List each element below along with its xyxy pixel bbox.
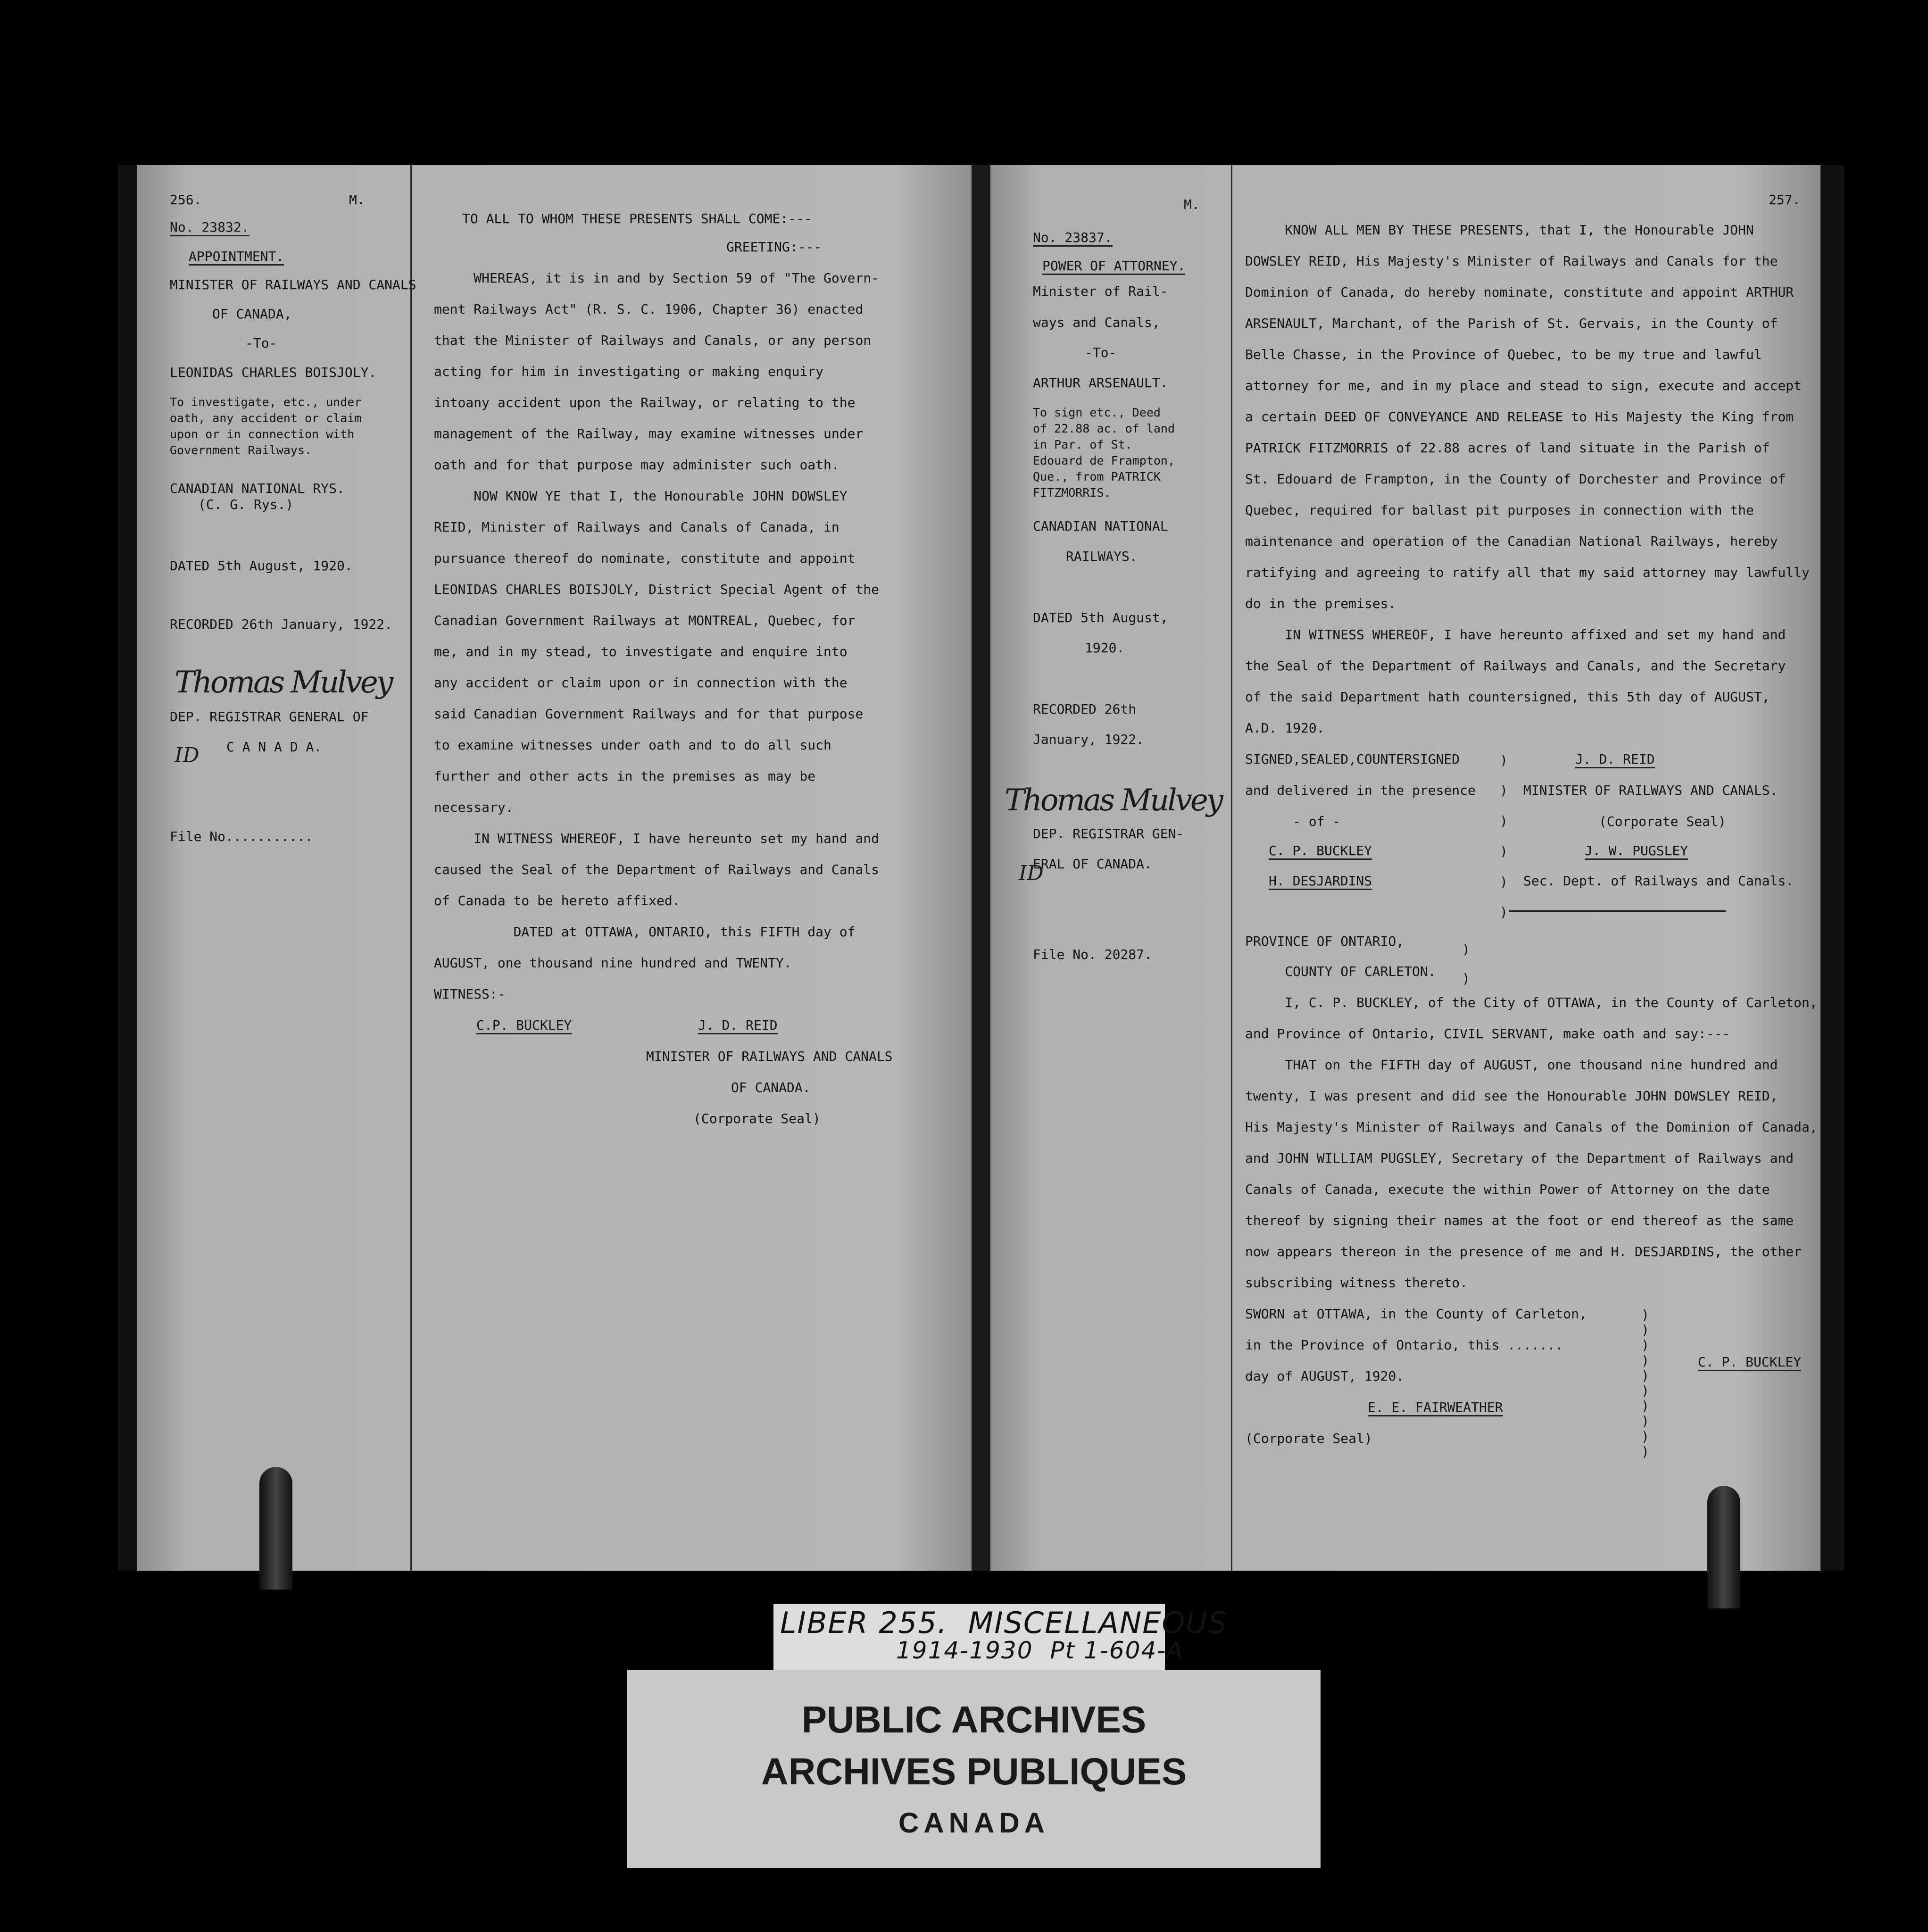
bracket-province: ) ) [1462,941,1470,986]
entry-type: POWER OF ATTORNEY. [1042,259,1185,275]
archives-stamp [627,1670,1321,1868]
margin-from-2: ways and Canals, [1033,315,1160,330]
margin-purpose-2: of 22.88 ac. of land [1033,422,1175,435]
volume-label [773,1604,1228,1670]
body-line-5: Belle Chasse, in the Province of Quebec, to be my true and lawful [1245,347,1762,362]
sworn-line-2: in the Province of Ontario, this ....... [1245,1337,1563,1353]
witness-2: H. DESJARDINS [1269,874,1372,890]
header-mark: M. [349,192,365,208]
body-line-11: maintenance and operation of the Canadian National Railways, hereby [1245,533,1778,549]
signer-title: MINISTER OF RAILWAYS AND CANALS. [1523,783,1778,798]
affidavit-line-3: THAT on the FIFTH day of AUGUST, one thousand nine hundred and [1245,1057,1778,1073]
margin-registrar-line1: DEP. REGISTRAR GENERAL OF [170,709,369,724]
body-line-2: DOWSLEY REID, His Majesty's Minister of Railways and Canals for the [1245,253,1778,269]
body-line-15: the Seal of the Department of Railways and Canals, and the Secretary [1245,658,1786,674]
body-line-8: PATRICK FITZMORRIS of 22.88 acres of land situate in the Parish of [1245,440,1770,456]
witness-name: C.P. BUCKLEY [476,1019,572,1034]
body-line-16: of the said Department hath countersigned, this 5th day of AUGUST, [1245,689,1770,705]
margin-railway-line1: CANADIAN NATIONAL [1033,518,1168,534]
body-line-4: ARSENAULT, Marchant, of the Parish of St. Gervais, in the County of [1245,316,1778,331]
body-line-3: that the Minister of Railways and Canals, or any person [434,333,872,348]
signer-title-2: OF CANADA. [731,1080,811,1095]
body-line-17: further and other acts in the premises as may be [434,768,816,784]
signer-seal: (Corporate Seal) [1599,814,1726,829]
signer-name: J. D. REID [698,1019,778,1034]
margin-purpose-1: To sign etc., Deed [1033,406,1161,419]
archives-line1: PUBLIC ARCHIVES [801,1699,1147,1740]
body-line-8: NOW KNOW YE that I, the Honourable JOHN DOWSLEY [434,488,848,504]
entry-type: APPOINTMENT. [189,250,284,266]
body-line-14: IN WITNESS WHEREOF, I have hereunto affixed and set my hand and [1245,627,1786,642]
body-line-20: caused the Seal of the Department of Railways and Canals [434,862,880,877]
body-line-9: REID, Minister of Railways and Canals of Canada, in [434,519,839,535]
signer-title-1: MINISTER OF RAILWAYS AND CANALS [646,1049,893,1064]
margin-registrar-2: ERAL OF CANADA. [1033,856,1152,872]
initial-mark: ID [1019,861,1044,885]
affidavit-line-8: thereof by signing their names at the foot or end thereof as the same [1245,1213,1794,1228]
body-line-1: KNOW ALL MEN BY THESE PRESENTS, that I, the Honourable JOHN [1245,222,1754,238]
margin-recorded: RECORDED 26th January, 1922. [170,616,393,632]
body-line-19: IN WITNESS WHEREOF, I have hereunto set my hand and [434,831,880,846]
margin-purpose-2: oath, any accident or claim [170,411,362,425]
margin-name: LEONIDAS CHARLES BOISJOLY. [170,365,377,380]
body-line-21: of Canada to be hereto affixed. [434,893,681,908]
greeting: GREETING:--- [726,239,822,255]
margin-rule [410,165,412,1571]
affidavit-line-2: and Province of Ontario, CIVIL SERVANT, make oath and say:--- [1245,1026,1730,1041]
county-line: COUNTY OF CARLETON. [1245,964,1436,979]
header-mark: M. [1184,197,1200,212]
province-line: PROVINCE OF ONTARIO, [1245,933,1404,949]
affidavit-line-4: twenty, I was present and did see the Honourable JOHN DOWSLEY REID, [1245,1088,1778,1104]
body-line-22: DATED at OTTAWA, ONTARIO, this FIFTH day of [434,924,856,940]
body-line-6: management of the Railway, may examine witnesses under [434,426,864,441]
margin-to: -To- [1085,345,1117,360]
sworn-line-3: day of AUGUST, 1920. [1245,1368,1404,1384]
body-line-16: to examine witnesses under oath and to do all such [434,737,831,753]
margin-purpose-3: in Par. of St. [1033,438,1132,451]
body-line-6: attorney for me, and in my place and stead to sign, execute and accept [1245,378,1802,393]
page-number: 257. [1769,192,1801,208]
registrar-signature: Thomas Mulvey [1005,783,1222,818]
affidavit-line-6: and JOHN WILLIAM PUGSLEY, Secretary of the Department of Railways and [1245,1150,1794,1166]
margin-recorded-1: RECORDED 26th [1033,701,1137,717]
body-line-23: AUGUST, one thousand nine hundred and TWENTY. [434,955,792,971]
body-line-5: intoany accident upon the Railway, or relating to the [434,395,856,410]
section-divider [1509,910,1726,912]
corporate-seal: (Corporate Seal) [693,1111,821,1126]
margin-from-line2: OF CANADA, [212,306,292,322]
file-number: File No. 20287. [1033,947,1152,962]
margin-railway-line2: RAILWAYS. [1066,549,1138,564]
signed-line-3: - of - [1245,814,1341,829]
margin-purpose-3: upon or in connection with [170,427,355,441]
affidavit-line-7: Canals of Canada, execute the within Power of Attorney on the date [1245,1182,1770,1197]
bracket-sworn: ) ) ) ) ) ) ) ) ) ) [1641,1307,1649,1459]
body-line-4: acting for him in investigating or making enquiry [434,364,824,379]
open-ledger-book [118,165,1844,1571]
margin-dated-1: DATED 5th August, [1033,610,1168,625]
right-page [990,165,1820,1571]
file-number: File No........... [170,829,313,844]
body-line-3: Dominion of Canada, do hereby nominate, constitute and appoint ARTHUR [1245,284,1794,300]
volume-label-line1: LIBER 255. MISCELLANEOUS [780,1606,1228,1640]
margin-to: -To- [245,335,277,351]
body-line-7: oath and for that purpose may administer such oath. [434,457,839,473]
margin-railway-line1: CANADIAN NATIONAL RYS. [170,481,345,496]
margin-recorded-2: January, 1922. [1033,732,1145,747]
commissioner-seal: (Corporate Seal) [1245,1431,1372,1446]
left-page [137,165,976,1571]
affidavit-line-1: I, C. P. BUCKLEY, of the City of OTTAWA, in the County of Carleton, [1245,995,1818,1010]
body-line-12: ratifying and agreeing to ratify all that my said attorney may lawfully [1245,565,1810,580]
page-holder-peg [1707,1486,1740,1608]
commissioner-name: E. E. FAIRWEATHER [1368,1401,1503,1416]
body-line-1: WHEREAS, it is in and by Section 59 of "The Govern- [434,270,880,286]
body-line-17: A.D. 1920. [1245,720,1325,736]
body-line-13: do in the premises. [1245,596,1396,611]
margin-from-line1: MINISTER OF RAILWAYS AND CANALS [170,277,416,292]
margin-purpose-5: Que., from PATRICK [1033,470,1161,483]
affidavit-line-10: subscribing witness thereto. [1245,1275,1468,1291]
signer-name: J. D. REID [1575,753,1655,768]
margin-from-1: Minister of Rail- [1033,283,1168,299]
body-line-12: Canadian Government Railways at MONTREAL, Quebec, for [434,613,856,628]
witness-1: C. P. BUCKLEY [1269,844,1372,860]
body-line-15: said Canadian Government Railways and for that purpose [434,706,864,722]
margin-dated: DATED 5th August, 1920. [170,558,353,574]
margin-purpose-6: FITZMORRIS. [1033,486,1111,500]
archives-line2: ARCHIVES PUBLIQUES [761,1750,1187,1792]
deponent-name: C. P. BUCKLEY [1698,1356,1801,1371]
secretary-name: J. W. PUGSLEY [1585,844,1688,860]
bracket-column: ) ) ) ) ) ) [1500,752,1508,920]
margin-purpose-4: Government Railways. [170,443,312,457]
margin-registrar-1: DEP. REGISTRAR GEN- [1033,826,1184,841]
body-line-10: Quebec, required for ballast pit purposes in connection with the [1245,502,1754,518]
registrar-signature: Thomas Mulvey [175,665,391,700]
affidavit-line-5: His Majesty's Minister of Railways and Canals of the Dominion of Canada, [1245,1119,1818,1135]
page-number: 256. [170,192,202,208]
entry-number: No. 23837. [1033,231,1113,247]
archives-line3: CANADA [898,1807,1049,1839]
secretary-title: Sec. Dept. of Railways and Canals. [1523,873,1794,889]
affidavit-line-9: now appears thereon in the presence of me and H. DESJARDINS, the other [1245,1244,1802,1259]
margin-rule [1231,165,1232,1571]
document-heading: TO ALL TO WHOM THESE PRESENTS SHALL COME:--- [462,211,812,226]
body-line-11: LEONIDAS CHARLES BOISJOLY, District Special Agent of the [434,582,880,597]
margin-registrar-line2: C A N A D A. [226,739,322,755]
witness-label: WITNESS:- [434,986,506,1002]
body-line-2: ment Railways Act" (R. S. C. 1906, Chapter 36) enacted [434,301,864,317]
entry-number: No. 23832. [170,221,249,236]
body-line-14: any accident or claim upon or in connection with the [434,675,848,691]
signed-line-2: and delivered in the presence [1245,783,1476,798]
margin-purpose-1: To investigate, etc., under [170,395,362,409]
body-line-18: necessary. [434,799,514,815]
body-line-13: me, and in my stead, to investigate and enquire into [434,644,848,659]
page-holder-peg [259,1467,292,1590]
body-line-7: a certain DEED OF CONVEYANCE AND RELEASE to His Majesty the King from [1245,409,1794,425]
body-line-9: St. Edouard de Frampton, in the County of Dorchester and Province of [1245,471,1786,487]
margin-name: ARTHUR ARSENAULT. [1033,375,1168,391]
body-line-10: pursuance thereof do nominate, constitute and appoint [434,550,856,566]
signed-line-1: SIGNED,SEALED,COUNTERSIGNED [1245,751,1460,767]
initial-mark: ID [175,743,199,767]
volume-label-line2: 1914-1930 Pt 1-604-A [896,1637,1184,1664]
margin-purpose-4: Edouard de Frampton, [1033,454,1175,467]
margin-dated-2: 1920. [1085,640,1125,656]
margin-railway-line2: (C. G. Rys.) [198,497,294,512]
sworn-line-1: SWORN at OTTAWA, in the County of Carleton, [1245,1306,1587,1322]
